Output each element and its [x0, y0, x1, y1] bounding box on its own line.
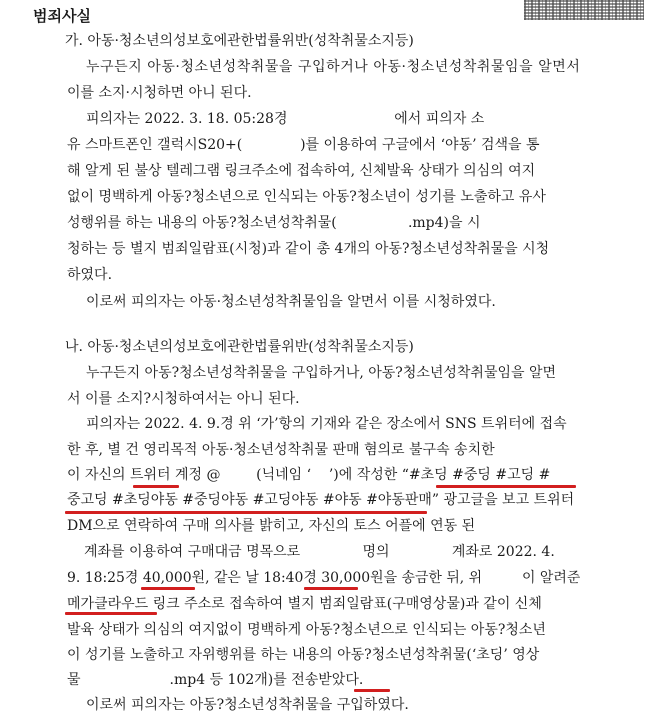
text-line: 해 알게 된 불상 텔레그램 링크주소에 접속하여, 신체발육 상태가 의심의 여지 — [67, 163, 536, 179]
section-title-ga: 가. 아동·청소년의성보호에관한법률위반(성착취물소지등) — [65, 33, 414, 49]
text-line: 이를 소지·시청하면 아니 된다. — [67, 85, 252, 101]
text-line: DM으로 연락하여 구매 의사를 밝히고, 자신의 토스 어플에 연동 된 — [67, 518, 476, 534]
text-line: 계좌를 이용하여 구매대금 명목으로 명의 계좌로 2022. 4. — [84, 544, 555, 560]
text-line: 이 자신의 트위터 계정 @ (닉네임 ‘ ’)에 작성한 “#초딩 #중딩 #고딩 # — [67, 467, 551, 483]
text-line: 누구든지 아동?청소년성착취물을 구입하거나, 아동?청소년성착취물임을 알면 — [86, 365, 557, 381]
text-line: 중고딩 #초딩야동 #중딩야동 #고딩야동 #야동 #야동판매” 광고글을 보고 트위터 — [67, 492, 575, 508]
underline-mark — [65, 612, 157, 615]
underline-mark — [133, 485, 179, 488]
text-line: 9. 18:25경 40,000원, 같은 날 18:40경 30,000원을 송금한 뒤, 위 이 알려준 — [67, 570, 581, 586]
text-line: 이 성기를 노출하고 자위행위를 하는 내용의 아동?청소년성착취물(‘초딩’ 영상 — [67, 647, 540, 663]
underline-mark — [354, 689, 390, 692]
text-line: 한 후, 별 건 영리목적 아동·청소년성착취물 판매 혐의로 불구속 송치한 — [67, 442, 495, 458]
text-line: 발육 상태가 의심의 여지없이 명백하게 아동?청소년으로 인식되는 아동?청소년 — [67, 622, 546, 638]
text-line: 하였다. — [67, 267, 113, 283]
text-line: 피의자는 2022. 4. 9.경 위 ‘가’항의 기재와 같은 장소에서 SNS 트위터에 접속 — [86, 416, 567, 432]
text-line: 성행위를 하는 내용의 아동?청소년성착취물( .mp4)을 시 — [67, 215, 481, 231]
underline-mark — [436, 485, 576, 488]
underline-mark — [141, 587, 195, 590]
text-line: 청하는 등 별지 범죄일람표(시청)과 같이 총 4개의 아동?청소년성착취물을 시청 — [67, 241, 550, 257]
text-line: 이로써 피의자는 아동?청소년성착취물을 구입하였다. — [86, 697, 409, 713]
text-line: 메가클라우드 링크 주소로 접속하여 별지 범죄일람표(구매영상물)과 같이 신체 — [67, 596, 542, 612]
underline-mark — [304, 587, 358, 590]
text-line: 이로써 피의자는 아동·청소년성착취물임을 알면서 이를 시청하였다. — [86, 294, 496, 310]
text-line: 없이 명백하게 아동?청소년으로 인식되는 아동?청소년이 성기를 노출하고 유사 — [67, 189, 546, 205]
text-line: 물 .mp4 등 102개)를 전송받았다. — [67, 672, 364, 688]
section-title-na: 나. 아동·청소년의성보호에관한법률위반(성착취물소지등) — [65, 339, 414, 355]
text-line: 피의자는 2022. 3. 18. 05:28경 에서 피의자 소 — [86, 111, 485, 127]
underline-mark — [65, 511, 427, 514]
document-heading: 범죄사실 — [33, 7, 91, 25]
qr-code-icon — [524, 0, 644, 20]
text-line: 서 이를 소지?시청하여서는 아니 된다. — [67, 391, 300, 407]
text-line: 유 스마트폰인 갤럭시S20+( )를 이용하여 구글에서 ‘야동’ 검색을 통 — [67, 137, 540, 153]
text-line: 누구든지 아동·청소년성착취물을 구입하거나 아동·청소년성착취물임을 알면서 — [86, 59, 581, 75]
